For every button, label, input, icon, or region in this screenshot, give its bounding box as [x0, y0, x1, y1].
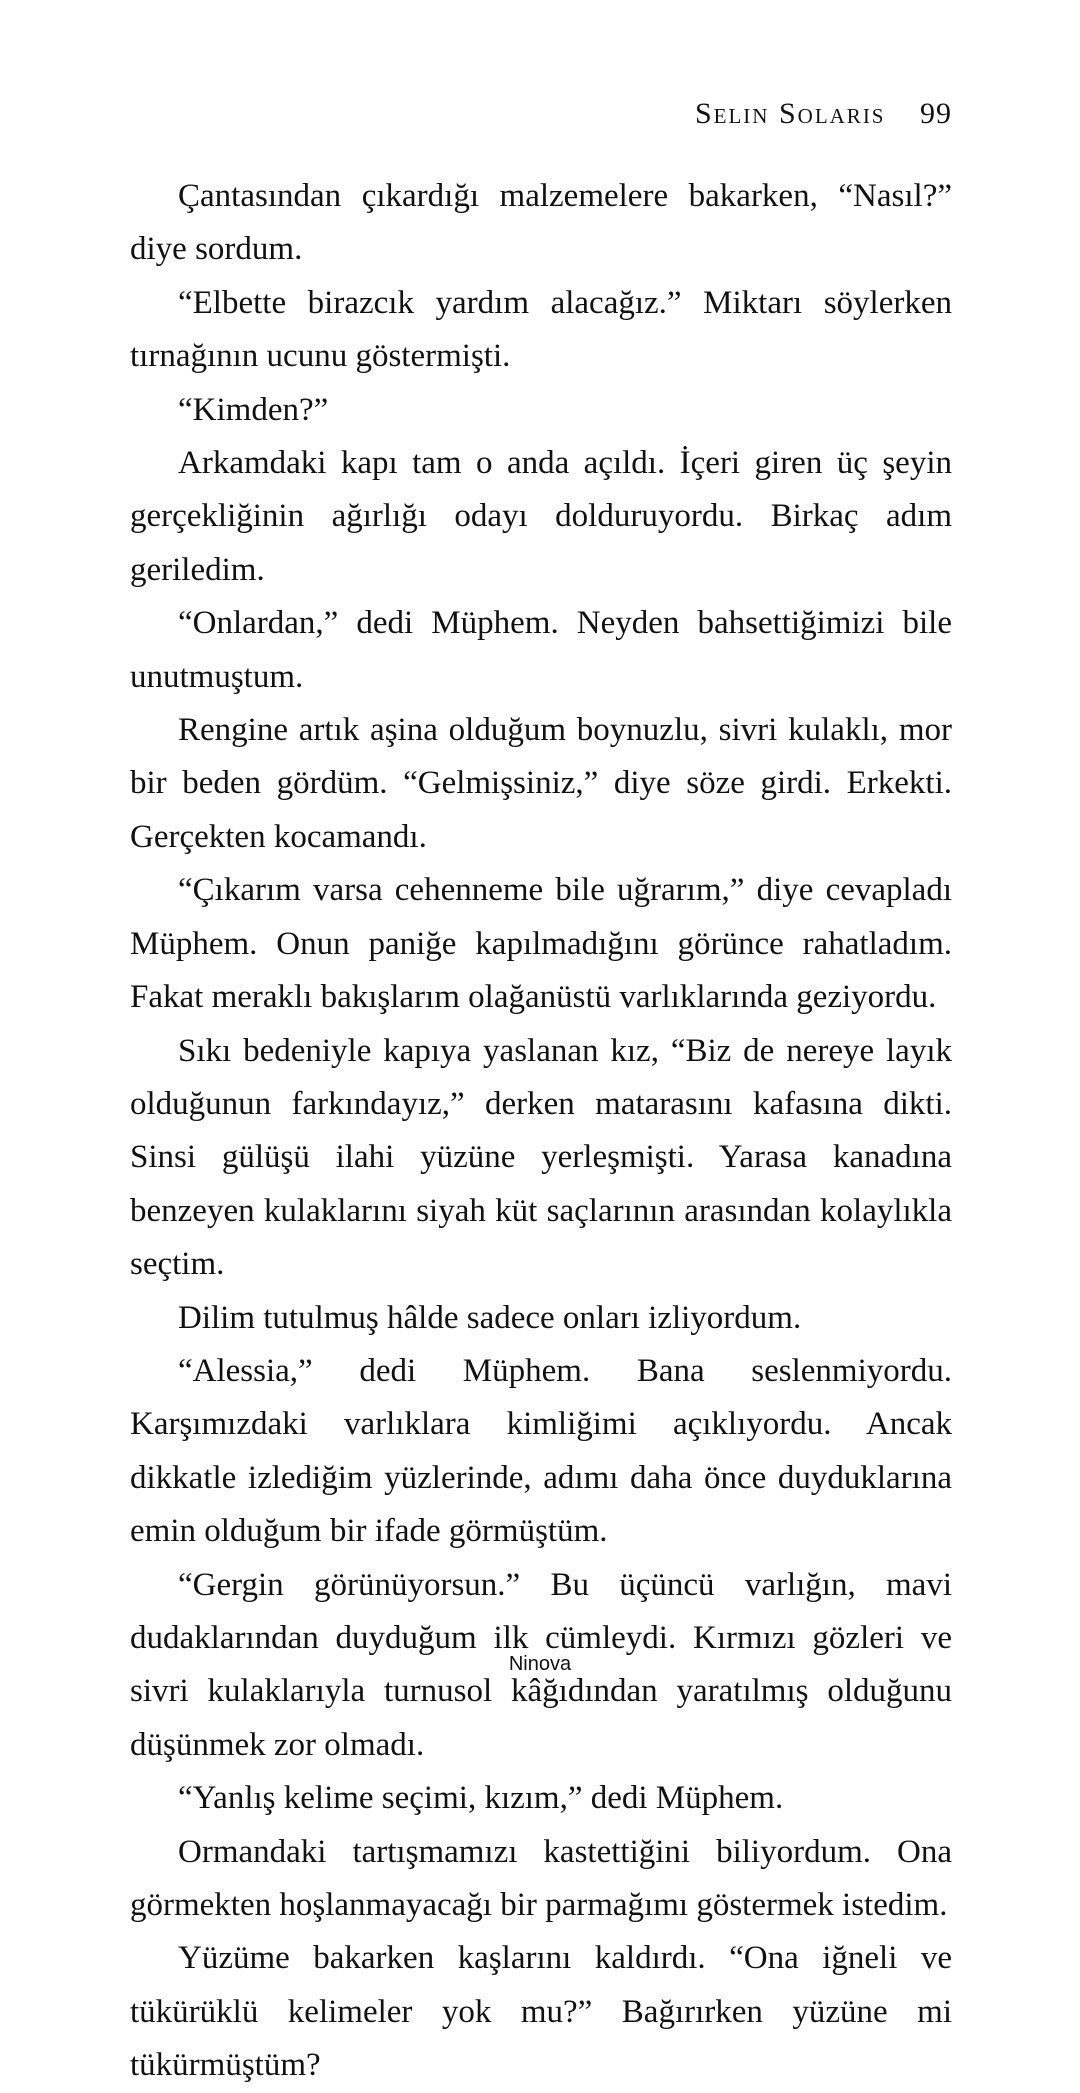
publisher-footer: Ninova — [508, 1653, 572, 1675]
paragraph: “Yanlış kelime seçimi, kızım,” dedi Müphem. — [178, 1780, 784, 1817]
paragraph: Arkamdaki kapı tam o anda açıldı. İçeri giren üç şeyin gerçekliğinin ağırlığı odayı dolduruyordu. Birkaç adım geriledim. — [130, 445, 952, 588]
paragraph: “Kimden?” — [178, 391, 329, 428]
paragraph: “Elbette birazcık yardım alacağız.” Miktarı söylerken tırnağının ucunu göstermişti. — [130, 284, 952, 375]
page-number: 99 — [920, 97, 952, 130]
paragraph: “Alessia,” dedi Müphem. Bana seslenmiyordu. Karşımızdaki varlıklara kimliğimi açıklıyordu. Ancak dikkatle izlediğim yüzlerinde, adımı daha önce duyduklarına emin olduğum bir ifade görmüştüm. — [130, 1352, 952, 1550]
paragraph: “Çıkarım varsa cehenneme bile uğrarım,” diye cevapladı Müphem. Onun paniğe kapılmadığını görünce rahatladım. Fakat meraklı bakışlarım olağanüstü varlıklarında geziyordu. — [130, 872, 952, 1016]
paragraph: “Onlardan,” dedi Müphem. Neyden bahsettiğimizi bile unutmuştum. — [130, 605, 952, 695]
paragraph: Sıkı bedeniyle kapıya yaslanan kız, “Biz de nereye layık olduğunun farkındayız,” derken matarasını kafasına dikti. Sinsi gülüşü ilahi yüzüne yerleşmişti. Yarasa kanadına benzeyen kulaklarını siyah küt saçlarının arasından kolaylıkla seçtim. — [130, 1032, 952, 1283]
paragraph: Ormandaki tartışmamızı kastettiğini biliyordum. Ona görmekten hoşlanmayacağı bir parmağımı göstermek istedim. — [130, 1833, 952, 1923]
paragraph: Yüzüme bakarken kaşlarını kaldırdı. “Ona iğneli ve tükürüklü kelimeler yok mu?” Bağırırken yüzüne mi tükürmüştüm? — [130, 1940, 952, 2084]
running-head-author: Selin Solaris — [694, 97, 886, 130]
body-text — [130, 170, 952, 2093]
paragraph: Rengine artık aşina olduğum boynuzlu, sivri kulaklı, mor bir beden gördüm. “Gelmişsiniz,” diye söze girdi. Erkekti. Gerçekten kocamandı. — [130, 712, 952, 855]
paragraph: Çantasından çıkardığı malzemelere bakarken, “Nasıl?” diye sordum. — [130, 178, 952, 268]
paragraph: Dilim tutulmuş hâlde sadece onları izliyordum. — [178, 1299, 802, 1336]
paragraph: “Gergin görünüyorsun.” Bu üçüncü varlığın, mavi dudaklarından duyduğum ilk cümleydi. Kırmızı gözleri ve sivri kulaklarıyla turnusol kâğıdından yaratılmış olduğunu düşünmek zor olmadı. — [130, 1566, 952, 1763]
running-head — [130, 96, 952, 132]
